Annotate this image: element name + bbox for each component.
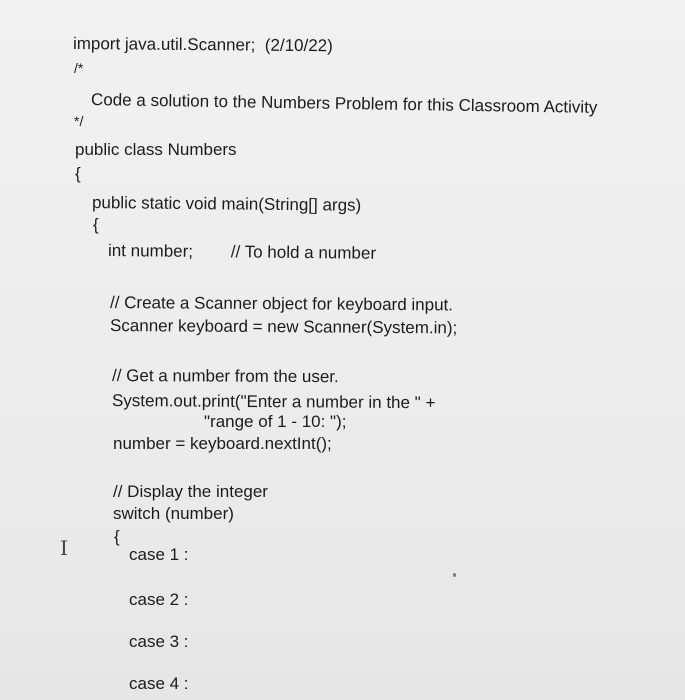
case-3: case 3 : — [129, 632, 189, 651]
import-line: import java.util.Scanner; (2/10/22) — [72, 34, 333, 56]
int-declaration: int number; // To hold a number — [107, 241, 377, 263]
switch-open-brace: { — [114, 527, 120, 546]
class-declaration: public class Numbers — [75, 140, 237, 159]
instructions-line: Code a solution to the Numbers Problem for this Classroom Activity — [90, 90, 598, 117]
switch-statement: switch (number) — [113, 504, 234, 523]
main-declaration: public static void main(String[] args) — [91, 193, 362, 215]
comment-display: // Display the integer — [113, 482, 268, 501]
scanner-declaration: Scanner keyboard = new Scanner(System.in); — [109, 316, 458, 338]
paper-speck — [453, 573, 456, 577]
comment-open: /* — [74, 60, 84, 76]
text-cursor-icon: I — [60, 536, 68, 560]
class-open-brace: { — [75, 164, 81, 183]
case-2: case 2 : — [129, 590, 189, 609]
print-statement-1: System.out.print("Enter a number in the " + — [111, 391, 436, 413]
print-statement-2: "range of 1 - 10: "); — [204, 412, 347, 431]
comment-close: */ — [74, 113, 84, 129]
case-1: case 1 : — [129, 545, 189, 564]
comment-scanner: // Create a Scanner object for keyboard input. — [109, 293, 454, 315]
next-int-statement: number = keyboard.nextInt(); — [113, 434, 332, 453]
case-4: case 4 : — [129, 674, 189, 693]
main-open-brace: { — [93, 215, 99, 234]
comment-get-number: // Get a number from the user. — [111, 366, 339, 387]
